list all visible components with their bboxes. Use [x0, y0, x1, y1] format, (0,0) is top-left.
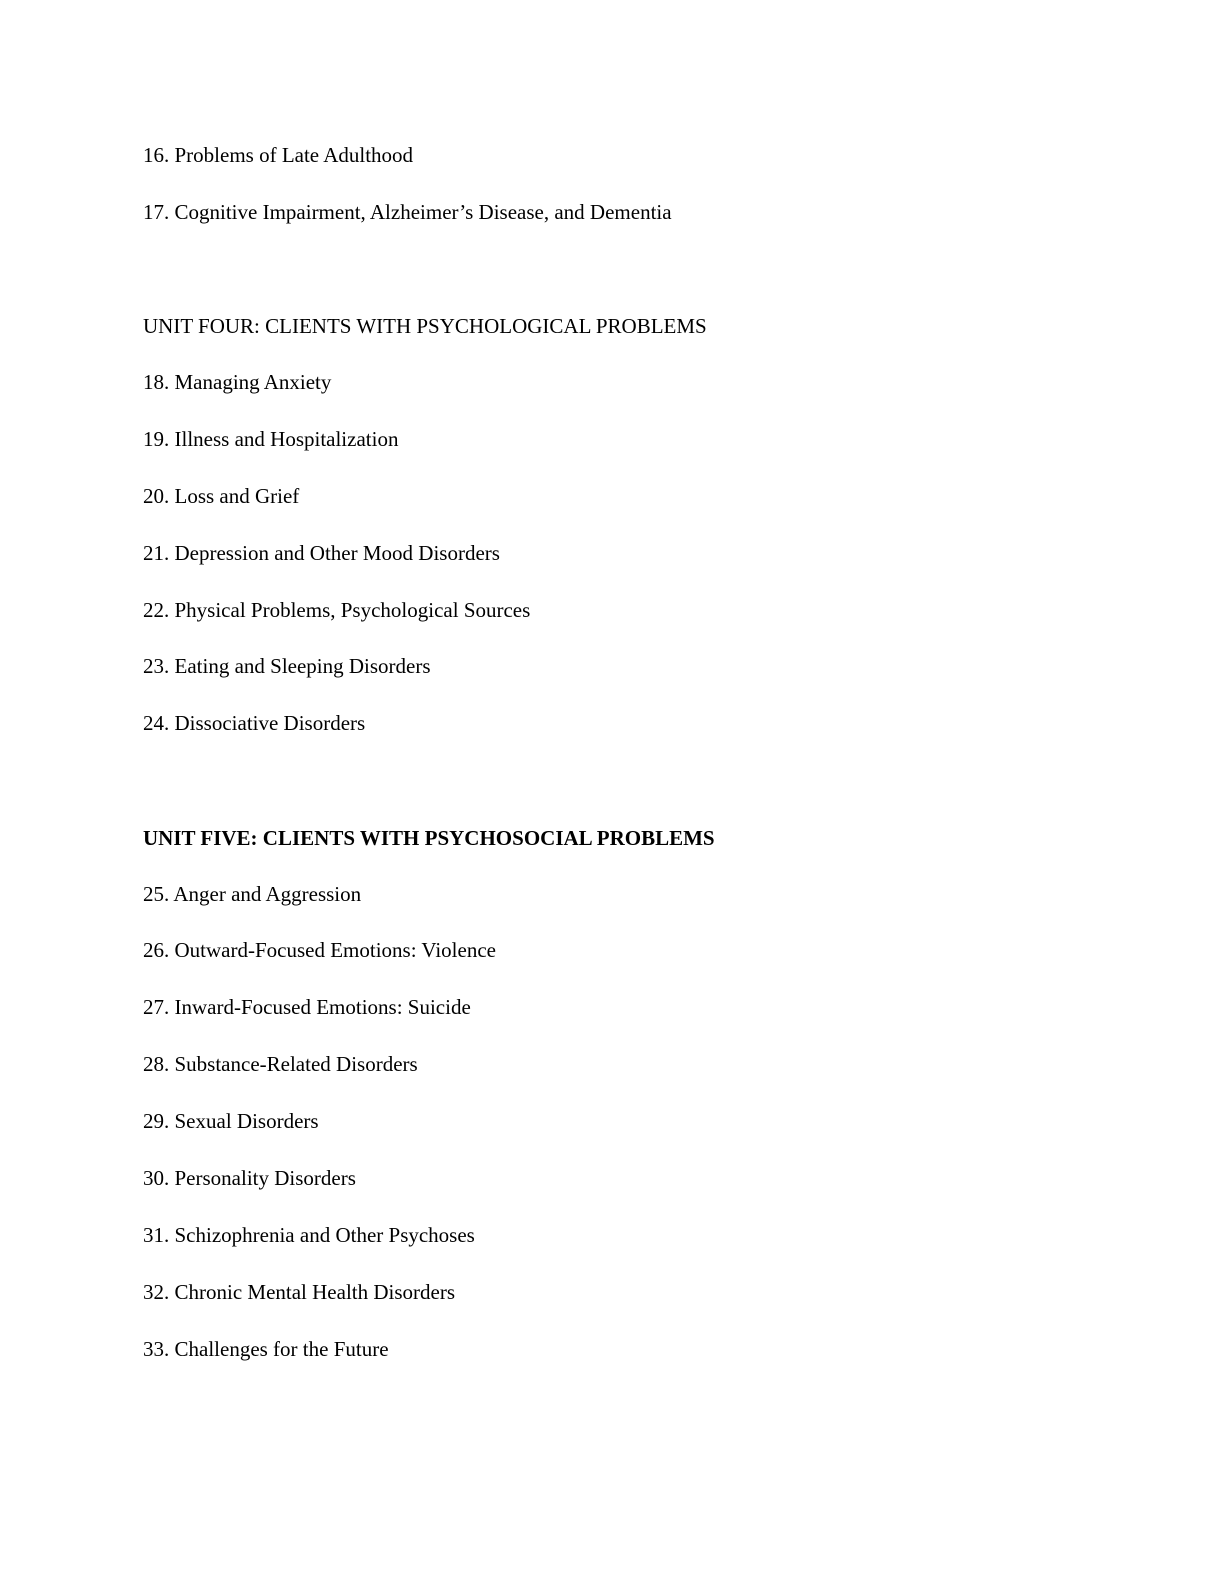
chapter-32: 32. Chronic Mental Health Disorders — [143, 1280, 456, 1304]
chapter-27: 27. Inward-Focused Emotions: Suicide — [143, 995, 471, 1019]
chapter-26: 26. Outward-Focused Emotions: Violence — [143, 938, 496, 962]
chapter-25: 25. Anger and Aggression — [143, 882, 362, 906]
chapter-20: 20. Loss and Grief — [143, 484, 300, 508]
chapter-21: 21. Depression and Other Mood Disorders — [143, 541, 500, 565]
chapter-23: 23. Eating and Sleeping Disorders — [143, 654, 431, 678]
chapter-16: 16. Problems of Late Adulthood — [143, 143, 414, 167]
unit-four-heading: UNIT FOUR: CLIENTS WITH PSYCHOLOGICAL PROBLEMS — [143, 314, 707, 338]
chapter-29: 29. Sexual Disorders — [143, 1109, 319, 1133]
chapter-28: 28. Substance-Related Disorders — [143, 1052, 418, 1076]
chapter-19: 19. Illness and Hospitalization — [143, 427, 399, 451]
chapter-24: 24. Dissociative Disorders — [143, 711, 366, 735]
chapter-30: 30. Personality Disorders — [143, 1166, 356, 1190]
unit-five-heading: UNIT FIVE: CLIENTS WITH PSYCHOSOCIAL PROBLEMS — [143, 826, 715, 850]
chapter-31: 31. Schizophrenia and Other Psychoses — [143, 1223, 475, 1247]
chapter-18: 18. Managing Anxiety — [143, 370, 332, 394]
chapter-22: 22. Physical Problems, Psychological Sources — [143, 598, 531, 622]
chapter-17: 17. Cognitive Impairment, Alzheimer’s Disease, and Dementia — [143, 200, 672, 224]
chapter-33: 33. Challenges for the Future — [143, 1337, 389, 1361]
